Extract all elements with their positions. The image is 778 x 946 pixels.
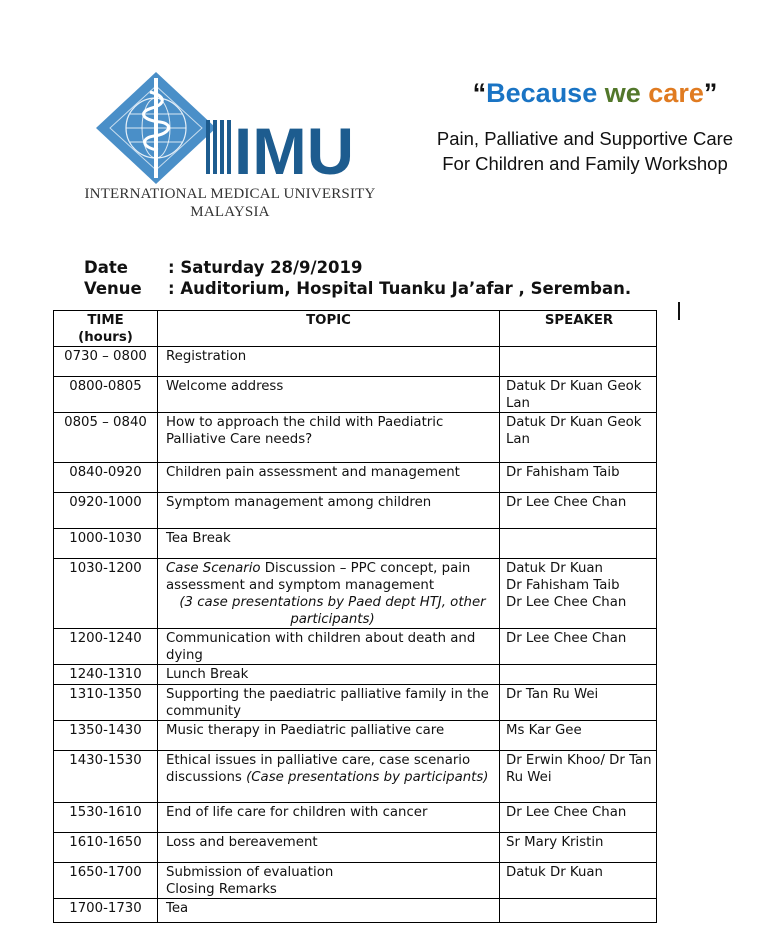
speaker-line: Dr Fahisham Taib	[506, 578, 620, 593]
workshop-title-line1: Pain, Palliative and Supportive Care	[436, 128, 734, 149]
topic-cell	[158, 559, 500, 629]
workshop-title-line2: For Children and Family Workshop	[442, 153, 728, 174]
speaker-line: Dr Lee Chee Chan	[506, 595, 627, 610]
table-row	[54, 559, 657, 629]
logo-university-name: INTERNATIONAL MEDICAL UNIVERSITY	[84, 186, 376, 202]
text-cursor	[678, 302, 680, 320]
table-row	[54, 347, 657, 377]
table-row	[54, 721, 657, 751]
table-row	[54, 803, 657, 833]
header-time	[54, 311, 158, 347]
time-cell: 1530-1610	[54, 803, 158, 833]
topic-line: Closing Remarks	[166, 882, 277, 897]
table-row	[54, 751, 657, 803]
imu-logo-graphic	[80, 68, 380, 188]
time-cell: 1430-1530	[54, 751, 158, 803]
time-cell: 1350-1430	[54, 721, 158, 751]
speaker-cell: Ms Kar Gee	[500, 721, 657, 751]
speaker-cell: Dr Lee Chee Chan	[500, 493, 657, 529]
topic-cell: How to approach the child with Paediatric Palliative Care needs?	[158, 413, 500, 463]
table-row	[54, 833, 657, 863]
topic-note: (Case presentations by participants)	[246, 770, 489, 785]
header-time-unit: (hours)	[78, 330, 133, 345]
table-row	[54, 863, 657, 899]
speaker-cell: Dr Fahisham Taib	[500, 463, 657, 493]
speaker-cell	[500, 529, 657, 559]
topic-cell: Registration	[158, 347, 500, 377]
speaker-cell: Datuk Dr Kuan Geok Lan	[500, 377, 657, 413]
time-cell: 0805 – 0840	[54, 413, 158, 463]
topic-cell	[158, 751, 500, 803]
table-row	[54, 413, 657, 463]
header-topic: TOPIC	[158, 311, 500, 347]
topic-text: Discussion – PPC concept, pain assessment and symptom management	[166, 561, 471, 593]
speaker-cell	[500, 899, 657, 923]
topic-cell: Symptom management among children	[158, 493, 500, 529]
date-row	[84, 258, 363, 277]
imu-logo	[80, 68, 380, 223]
topic-cell: Tea Break	[158, 529, 500, 559]
logo-wordmark: IMU	[234, 114, 354, 188]
topic-italic-lead: Case Scenario	[166, 561, 261, 576]
topic-cell: Tea	[158, 899, 500, 923]
speaker-cell	[500, 559, 657, 629]
slogan-word-because: Because	[486, 78, 598, 108]
time-cell: 1650-1700	[54, 863, 158, 899]
table-header-row	[54, 311, 657, 347]
speaker-cell	[500, 347, 657, 377]
time-cell: 1610-1650	[54, 833, 158, 863]
slogan-close-quote: ”	[703, 78, 718, 108]
speaker-cell: Dr Lee Chee Chan	[500, 629, 657, 665]
topic-text: Ethical issues in palliative care, case scenario discussions	[166, 753, 471, 785]
time-cell: 1310-1350	[54, 685, 158, 721]
speaker-cell: Dr Lee Chee Chan	[500, 803, 657, 833]
table-row	[54, 665, 657, 685]
speaker-line: Datuk Dr Kuan	[506, 561, 603, 576]
topic-cell: Communication with children about death and dying	[158, 629, 500, 665]
header-time-label: TIME	[87, 313, 124, 328]
table-row	[54, 377, 657, 413]
topic-line: Submission of evaluation	[166, 865, 334, 880]
date-label: Date	[84, 258, 128, 277]
table-row	[54, 529, 657, 559]
schedule-table	[53, 310, 657, 923]
topic-note: (3 case presentations by Paed dept HTJ, other participants)	[179, 595, 486, 627]
speaker-cell: Datuk Dr Kuan	[500, 863, 657, 899]
time-cell: 0800-0805	[54, 377, 158, 413]
speaker-cell: Datuk Dr Kuan Geok Lan	[500, 413, 657, 463]
topic-cell: Music therapy in Paediatric palliative care	[158, 721, 500, 751]
table-row	[54, 685, 657, 721]
time-cell: 1240-1310	[54, 665, 158, 685]
topic-cell: Supporting the paediatric palliative family in the community	[158, 685, 500, 721]
logo-country: MALAYSIA	[190, 204, 270, 220]
speaker-cell: Sr Mary Kristin	[500, 833, 657, 863]
time-cell: 0730 – 0800	[54, 347, 158, 377]
venue-row	[84, 279, 631, 298]
table-row	[54, 629, 657, 665]
topic-cell	[158, 863, 500, 899]
time-cell: 0920-1000	[54, 493, 158, 529]
header-speaker: SPEAKER	[500, 311, 657, 347]
time-cell: 0840-0920	[54, 463, 158, 493]
topic-cell: Loss and bereavement	[158, 833, 500, 863]
speaker-cell: Dr Tan Ru Wei	[500, 685, 657, 721]
date-value: : Saturday 28/9/2019	[168, 258, 363, 277]
topic-cell: Lunch Break	[158, 665, 500, 685]
table-row	[54, 493, 657, 529]
time-cell: 1700-1730	[54, 899, 158, 923]
topic-cell: End of life care for children with cancer	[158, 803, 500, 833]
time-cell: 1030-1200	[54, 559, 158, 629]
slogan	[430, 78, 760, 109]
time-cell: 1000-1030	[54, 529, 158, 559]
time-cell: 1200-1240	[54, 629, 158, 665]
slogan-word-we: we	[604, 78, 641, 108]
speaker-cell	[500, 665, 657, 685]
topic-cell: Children pain assessment and management	[158, 463, 500, 493]
speaker-cell: Dr Erwin Khoo/ Dr Tan Ru Wei	[500, 751, 657, 803]
venue-value: : Auditorium, Hospital Tuanku Ja’afar , Seremban.	[168, 279, 632, 298]
topic-cell: Welcome address	[158, 377, 500, 413]
slogan-open-quote: “	[472, 78, 487, 108]
table-row	[54, 463, 657, 493]
slogan-word-care: care	[648, 78, 704, 108]
table-row	[54, 899, 657, 923]
venue-label: Venue	[84, 279, 142, 298]
